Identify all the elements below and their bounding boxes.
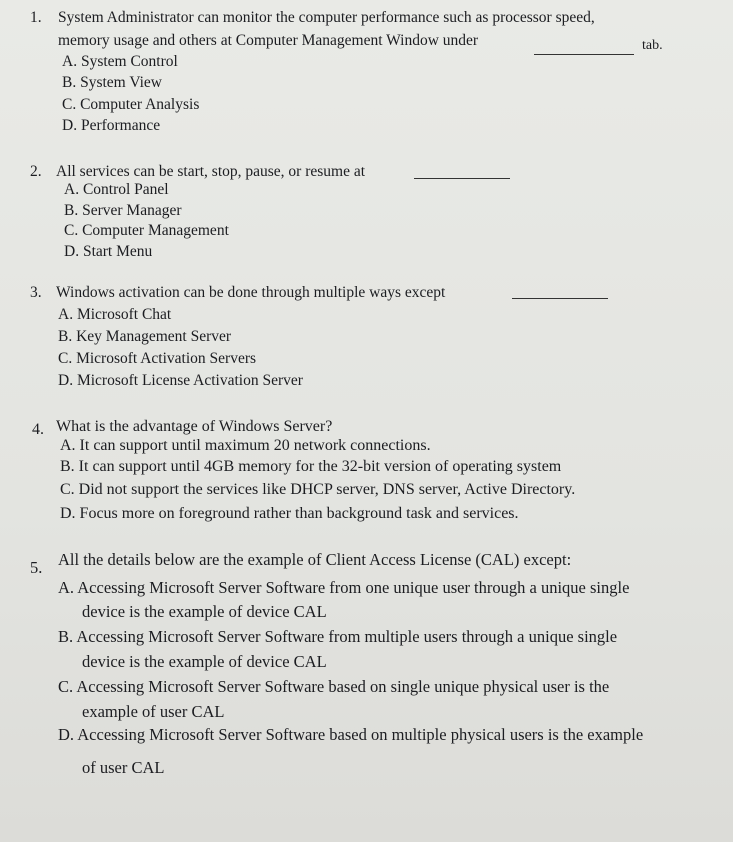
answer-blank: [512, 298, 608, 299]
question-text: All the details below are the example of Client Access License (CAL) except:: [58, 550, 572, 569]
question-number: 2.: [30, 163, 42, 180]
answer-blank: [534, 54, 634, 55]
option-c: C. Microsoft Activation Servers: [58, 350, 257, 367]
option-c: C. Did not support the services like DHCP server, DNS server, Active Directory.: [60, 481, 576, 498]
option-b: B. Key Management Server: [58, 328, 232, 345]
option-d: D. Microsoft License Activation Server: [58, 372, 303, 389]
option-d: D. Focus more on foreground rather than background task and services.: [60, 505, 519, 522]
question-number: 1.: [30, 9, 42, 26]
question-text: All services can be start, stop, pause, or resume at: [56, 163, 366, 180]
question-number: 4.: [32, 421, 44, 438]
option-a-continued: device is the example of device CAL: [82, 602, 327, 621]
question-text: Windows activation can be done through multiple ways except: [56, 284, 446, 301]
option-d: D. Start Menu: [64, 243, 153, 260]
question-text-continued: memory usage and others at Computer Management Window under: [58, 32, 479, 49]
question-text: What is the advantage of Windows Server?: [56, 418, 333, 435]
answer-blank: [414, 178, 510, 179]
option-b-continued: device is the example of device CAL: [82, 652, 327, 671]
option-c: C. Computer Analysis: [62, 96, 200, 113]
option-a: A. System Control: [62, 53, 178, 70]
option-c: C. Accessing Microsoft Server Software based on single unique physical user is the: [58, 677, 610, 696]
question-text: System Administrator can monitor the computer performance such as processor speed,: [58, 9, 595, 26]
option-a: A. Accessing Microsoft Server Software from one unique user through a unique single: [58, 578, 630, 597]
option-a: A. Control Panel: [64, 181, 169, 198]
option-d: D. Performance: [62, 117, 161, 134]
option-c-continued: example of user CAL: [82, 702, 225, 721]
option-a: A. It can support until maximum 20 network connections.: [60, 437, 431, 454]
option-b: B. System View: [62, 74, 162, 91]
option-a: A. Microsoft Chat: [58, 306, 172, 323]
option-b: B. Server Manager: [64, 202, 182, 219]
option-b: B. Accessing Microsoft Server Software from multiple users through a unique single: [58, 627, 618, 646]
question-number: 5.: [30, 558, 43, 577]
option-c: C. Computer Management: [64, 222, 229, 239]
question-number: 3.: [30, 284, 42, 301]
option-b: B. It can support until 4GB memory for the 32-bit version of operating system: [60, 458, 562, 475]
question-text-suffix: tab.: [642, 38, 663, 53]
option-d: D. Accessing Microsoft Server Software based on multiple physical users is the example: [58, 725, 644, 744]
option-d-continued: of user CAL: [82, 758, 165, 777]
